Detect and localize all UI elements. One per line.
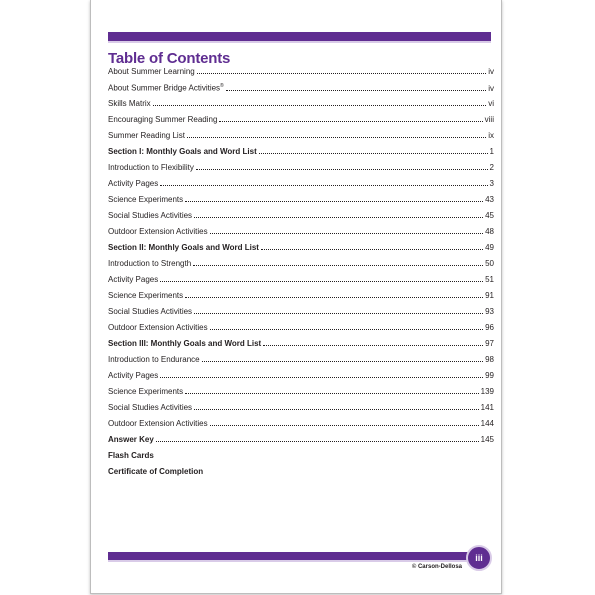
dot-leader bbox=[185, 291, 483, 298]
toc-entry bbox=[108, 195, 494, 211]
toc-entry bbox=[108, 371, 494, 387]
dot-leader bbox=[210, 227, 483, 234]
toc-entry-label-text: Section II: Monthly Goals and Word List bbox=[108, 243, 259, 252]
toc-entry-label bbox=[108, 355, 200, 364]
toc-entry-label-text: Answer Key bbox=[108, 435, 154, 444]
toc-entry-page: 96 bbox=[485, 323, 494, 332]
toc-entry bbox=[108, 435, 494, 451]
dot-leader bbox=[156, 435, 479, 442]
toc-entry-page: viii bbox=[484, 115, 494, 124]
toc-entry-page: 144 bbox=[480, 419, 494, 428]
dot-leader bbox=[261, 243, 483, 250]
toc-entry-label bbox=[108, 227, 208, 236]
page-title: Table of Contents bbox=[108, 50, 231, 67]
toc-entry bbox=[108, 227, 494, 243]
toc-entry-label-text: Introduction to Flexibility bbox=[108, 163, 194, 172]
toc-entry-label bbox=[108, 291, 183, 300]
toc-entry-label-text: Science Experiments bbox=[108, 291, 184, 300]
toc-entry bbox=[108, 211, 494, 227]
toc-entry-label-text: Introduction to Strength bbox=[108, 259, 192, 268]
toc-entry-page: 49 bbox=[485, 243, 494, 252]
toc-entry-page: 97 bbox=[485, 339, 494, 348]
toc-entry-page: vi bbox=[488, 99, 494, 108]
toc-entry bbox=[108, 131, 494, 147]
toc-entry-label bbox=[108, 467, 203, 476]
dot-leader bbox=[219, 115, 482, 122]
page-number-badge: iii bbox=[466, 545, 492, 571]
toc-entry-label-text: Outdoor Extension Activities bbox=[108, 323, 208, 332]
dot-leader bbox=[226, 84, 486, 91]
toc-entry bbox=[108, 355, 494, 371]
toc-entry bbox=[108, 115, 494, 131]
toc-entry-page: 50 bbox=[485, 259, 494, 268]
footer-bar bbox=[108, 552, 479, 562]
toc-entry-page: 98 bbox=[485, 355, 494, 364]
toc-entry-label bbox=[108, 163, 194, 172]
toc-entry-page: 45 bbox=[485, 211, 494, 220]
toc-entry-page: 48 bbox=[485, 227, 494, 236]
dot-leader bbox=[160, 275, 483, 282]
toc-entry bbox=[108, 339, 494, 355]
toc-entry-page: 145 bbox=[480, 435, 494, 444]
toc-entry-label-text: Introduction to Endurance bbox=[108, 355, 200, 364]
toc-entry bbox=[108, 67, 494, 83]
toc-entry-label-text: Outdoor Extension Activities bbox=[108, 227, 208, 236]
dot-leader bbox=[160, 371, 483, 378]
dot-leader bbox=[187, 131, 486, 138]
toc-entry-label-text: Science Experiments bbox=[108, 195, 184, 204]
toc-entry-label bbox=[108, 131, 185, 140]
toc-entry-page: 139 bbox=[480, 387, 494, 396]
toc-entry bbox=[108, 99, 494, 115]
toc-entry-label-text: Activity Pages bbox=[108, 275, 159, 284]
toc-entry-label bbox=[108, 211, 192, 220]
toc-entry-label bbox=[108, 275, 158, 284]
toc-entry-label bbox=[108, 67, 195, 76]
toc-entry bbox=[108, 387, 494, 403]
toc-entry-page: 93 bbox=[485, 307, 494, 316]
toc-entry-label bbox=[108, 419, 208, 428]
dot-leader bbox=[193, 259, 483, 266]
toc-entry-page: ix bbox=[488, 131, 494, 140]
toc-entry bbox=[108, 451, 494, 467]
dot-leader bbox=[196, 163, 488, 170]
dot-leader bbox=[194, 211, 483, 218]
toc-entry-page: 91 bbox=[485, 291, 494, 300]
toc-entry-label bbox=[108, 435, 154, 444]
toc-entry-page: 51 bbox=[485, 275, 494, 284]
toc-entry-label bbox=[108, 147, 257, 156]
toc-entry-label-text: About Summer Learning bbox=[108, 67, 195, 76]
dot-leader bbox=[202, 355, 483, 362]
toc-entry bbox=[108, 259, 494, 275]
toc-entry-page: iv bbox=[488, 67, 494, 76]
toc-entry-label-text: Science Experiments bbox=[108, 387, 184, 396]
toc-entry-label bbox=[108, 83, 224, 93]
dot-leader bbox=[153, 99, 487, 106]
toc-entry-label-text: About Summer Bridge Activities bbox=[108, 83, 221, 93]
toc-entry-page: 3 bbox=[489, 179, 494, 188]
toc-entry-label bbox=[108, 323, 208, 332]
dot-leader bbox=[194, 307, 483, 314]
toc-entry-label-text: Section I: Monthly Goals and Word List bbox=[108, 147, 257, 156]
toc-entry-label bbox=[108, 371, 158, 380]
toc-entry-label-text: Social Studies Activities bbox=[108, 403, 193, 412]
toc-entry-label bbox=[108, 99, 151, 108]
toc-entry bbox=[108, 307, 494, 323]
toc-entry-label bbox=[108, 339, 261, 348]
toc-entry bbox=[108, 83, 494, 99]
dot-leader bbox=[210, 323, 483, 330]
toc-entry-label-text: Summer Reading List bbox=[108, 131, 185, 140]
toc-entry bbox=[108, 243, 494, 259]
dot-leader bbox=[185, 387, 478, 394]
dot-leader bbox=[185, 195, 483, 202]
toc-entry-page: 43 bbox=[485, 195, 494, 204]
toc-entry-label-text: Certificate of Completion bbox=[108, 467, 204, 476]
toc-entry-label bbox=[108, 195, 183, 204]
toc-entry bbox=[108, 179, 494, 195]
dot-leader bbox=[263, 339, 483, 346]
dot-leader bbox=[259, 147, 488, 154]
toc-entry bbox=[108, 291, 494, 307]
header-bar bbox=[108, 32, 491, 43]
toc-entry-label bbox=[108, 403, 192, 412]
toc-entry-page: iv bbox=[488, 83, 494, 93]
registered-mark: ® bbox=[220, 83, 224, 89]
toc-entry-page: 99 bbox=[485, 371, 494, 380]
toc-entry-label-text: Outdoor Extension Activities bbox=[108, 419, 208, 428]
toc-entry bbox=[108, 323, 494, 339]
toc-entry bbox=[108, 403, 494, 419]
toc-entry-page: 1 bbox=[489, 147, 494, 156]
toc-entry-label-text: Encouraging Summer Reading bbox=[108, 115, 218, 124]
toc-list bbox=[108, 67, 494, 483]
toc-entry-label-text: Flash Cards bbox=[108, 451, 154, 460]
toc-entry-label bbox=[108, 115, 217, 124]
toc-entry bbox=[108, 419, 494, 435]
toc-entry bbox=[108, 163, 494, 179]
toc-entry-label bbox=[108, 243, 259, 252]
toc-entry-label bbox=[108, 307, 192, 316]
dot-leader bbox=[210, 419, 479, 426]
toc-entry-label bbox=[108, 387, 183, 396]
toc-entry-label bbox=[108, 451, 154, 460]
toc-entry-label-text: Social Studies Activities bbox=[108, 211, 193, 220]
dot-leader bbox=[197, 67, 487, 74]
toc-entry-page: 141 bbox=[480, 403, 494, 412]
toc-entry-label-text: Section III: Monthly Goals and Word List bbox=[108, 339, 262, 348]
toc-entry bbox=[108, 275, 494, 291]
copyright-text: © Carson-Dellosa bbox=[411, 564, 462, 570]
dot-leader bbox=[160, 179, 487, 186]
toc-entry-page: 2 bbox=[489, 163, 494, 172]
toc-entry-label-text: Activity Pages bbox=[108, 179, 159, 188]
dot-leader bbox=[194, 403, 479, 410]
toc-entry-label bbox=[108, 259, 191, 268]
toc-entry-label bbox=[108, 179, 158, 188]
toc-entry bbox=[108, 147, 494, 163]
toc-entry-label-text: Activity Pages bbox=[108, 371, 159, 380]
toc-entry-label-text: Skills Matrix bbox=[108, 99, 151, 108]
toc-entry-label-text: Social Studies Activities bbox=[108, 307, 193, 316]
toc-entry bbox=[108, 467, 494, 483]
